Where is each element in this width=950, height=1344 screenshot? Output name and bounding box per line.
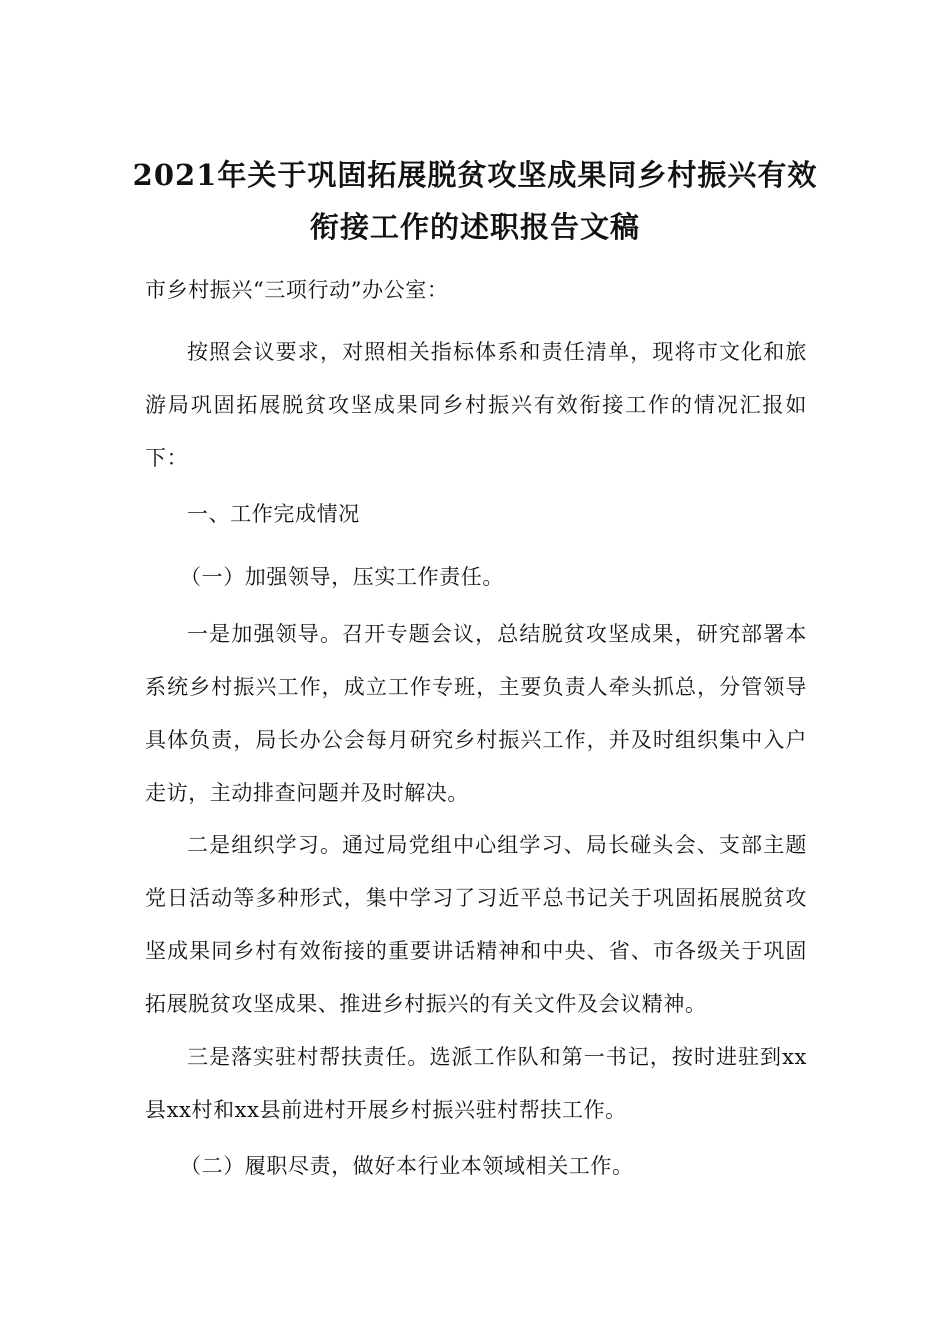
section-heading-1: 一、工作完成情况 <box>187 502 360 526</box>
paragraph-2: 二是组织学习。通过局党组中心组学习、局长碰头会、支部主题党日活动等多种形式，集中学习了习近平总书记关于巩固拓展脱贫攻坚成果同乡村有效衔接的重要讲话精神和中央、省、市各级关于巩固拓展脱贫攻坚成果、推进乡村振兴的有关文件及会议精神。 <box>145 833 807 1016</box>
paragraph-1: 一是加强领导。召开专题会议，总结脱贫攻坚成果，研究部署本系统乡村振兴工作，成立工作专班，主要负责人牵头抓总，分管领导具体负责，局长办公会每月研究乡村振兴工作，并及时组织集中入户走访，主动排查问题并及时解决。 <box>145 622 807 805</box>
document-title-line-2: 衔接工作的述职报告文稿 <box>309 210 640 244</box>
subsection-heading-2: （二）履职尽责，做好本行业本领域相关工作。 <box>180 1154 634 1178</box>
paragraph-3: 三是落实驻村帮扶责任。选派工作队和第一书记，按时进驻到xx县xx村和xx县前进村开展乡村振兴驻村帮扶工作。 <box>145 1045 807 1122</box>
salutation: 市乡村振兴“三项行动”办公室： <box>145 278 449 302</box>
subsection-heading-1: （一）加强领导，压实工作责任。 <box>180 565 504 589</box>
intro-paragraph: 按照会议要求，对照相关指标体系和责任清单，现将市文化和旅游局巩固拓展脱贫攻坚成果同乡村振兴有效衔接工作的情况汇报如下： <box>145 340 807 470</box>
document-title-line-1: 2021年关于巩固拓展脱贫攻坚成果同乡村振兴有效 <box>132 158 818 192</box>
